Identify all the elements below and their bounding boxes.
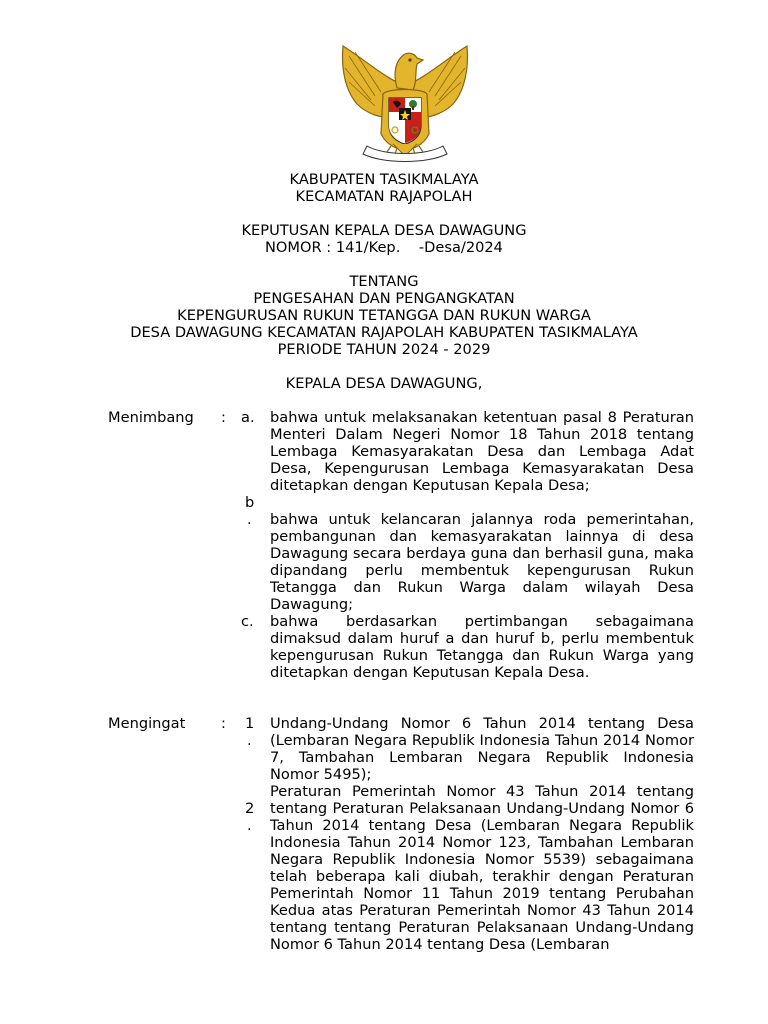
mengingat-section — [0, 715, 768, 1015]
menimbang-label: Menimbang — [108, 409, 194, 426]
mengingat-item-1-marker: 1 . — [245, 715, 255, 749]
mengingat-label: Mengingat — [108, 715, 186, 732]
menimbang-section — [0, 409, 768, 699]
issuer-title: KEPALA DESA DAWAGUNG, — [285, 375, 483, 392]
menimbang-item-b-marker: b . — [245, 494, 255, 528]
issuer-block — [0, 375, 768, 392]
subject-line-4: PERIODE TAHUN 2024 - 2029 — [277, 341, 491, 358]
decree-subject — [0, 273, 768, 358]
subject-line-1: PENGESAHAN DAN PENGANGKATAN — [253, 290, 515, 307]
menimbang-item-a-text: bahwa untuk melaksanakan ketentuan pasal 8 Peraturan Menteri Dalam Negeri Nomor 18 Tahun 2018 tentang Lembaga Kemasyarakatan Desa dan Lembaga Adat Desa, Kepengurusan Lembaga Kemasyarakatan Desa ditetapkan dengan Keputusan Kepala Desa; — [270, 409, 694, 494]
subject-line-3: DESA DAWAGUNG KECAMATAN RAJAPOLAH KABUPATEN TASIKMALAYA — [130, 324, 638, 341]
decree-number: NOMOR : 141/Kep. -Desa/2024 — [265, 239, 503, 256]
district-name: KECAMATAN RAJAPOLAH — [295, 188, 473, 205]
garuda-pancasila-emblem-icon — [335, 38, 475, 166]
menimbang-colon: : — [221, 409, 226, 426]
decree-heading — [0, 222, 768, 256]
header-block — [0, 171, 768, 205]
mengingat-item-2-marker: 2 . — [245, 800, 255, 834]
menimbang-item-c-text: bahwa berdasarkan pertimbangan sebagaimana dimaksud dalam huruf a dan huruf b, perlu membentuk kepengurusan Rukun Tetangga dan Rukun Warga yang ditetapkan dengan Keputusan Kepala Desa. — [270, 613, 694, 681]
subject-line-2: KEPENGURUSAN RUKUN TETANGGA DAN RUKUN WARGA — [177, 307, 591, 324]
menimbang-item-c-marker: c. — [241, 613, 254, 630]
mengingat-item-1-text: Undang-Undang Nomor 6 Tahun 2014 tentang Desa (Lembaran Negara Republik Indonesia Tahun 2014 Nomor 7, Tambahan Lembaran Negara Republik Indonesia Nomor 5495); — [270, 715, 694, 783]
subject-about: TENTANG — [349, 273, 419, 290]
menimbang-item-b-text: bahwa untuk kelancaran jalannya roda pemerintahan, pembangunan dan kemasyarakatan lainnya di desa Dawagung secara berdaya guna dan berhasil guna, maka dipandang perlu membentuk kepengurusan Rukun Tetangga dan Rukun Warga dalam wilayah Desa Dawagung; — [270, 511, 694, 613]
decree-title: KEPUTUSAN KEPALA DESA DAWAGUNG — [241, 222, 527, 239]
regency-name: KABUPATEN TASIKMALAYA — [289, 171, 479, 188]
mengingat-colon: : — [221, 715, 226, 732]
mengingat-item-2-text: Peraturan Pemerintah Nomor 43 Tahun 2014 tentang tentang Peraturan Pelaksanaan Undang-Undang Nomor 6 Tahun 2014 tentang Desa (Lembaran Negara Republik Indonesia Tahun 2014 Nomor 123, Tambahan Lembaran Negara Republik Indonesia Nomor 5539) sebagaimana telah beberapa kali diubah, terakhir dengan Peraturan Pemerintah Nomor 11 Tahun 2019 tentang Perubahan Kedua atas Peraturan Pemerintah Nomor 43 Tahun 2014 tentang tentang Peraturan Pelaksanaan Undang-Undang Nomor 6 Tahun 2014 tentang Desa (Lembaran — [270, 783, 694, 953]
menimbang-item-a-marker: a. — [241, 409, 255, 426]
